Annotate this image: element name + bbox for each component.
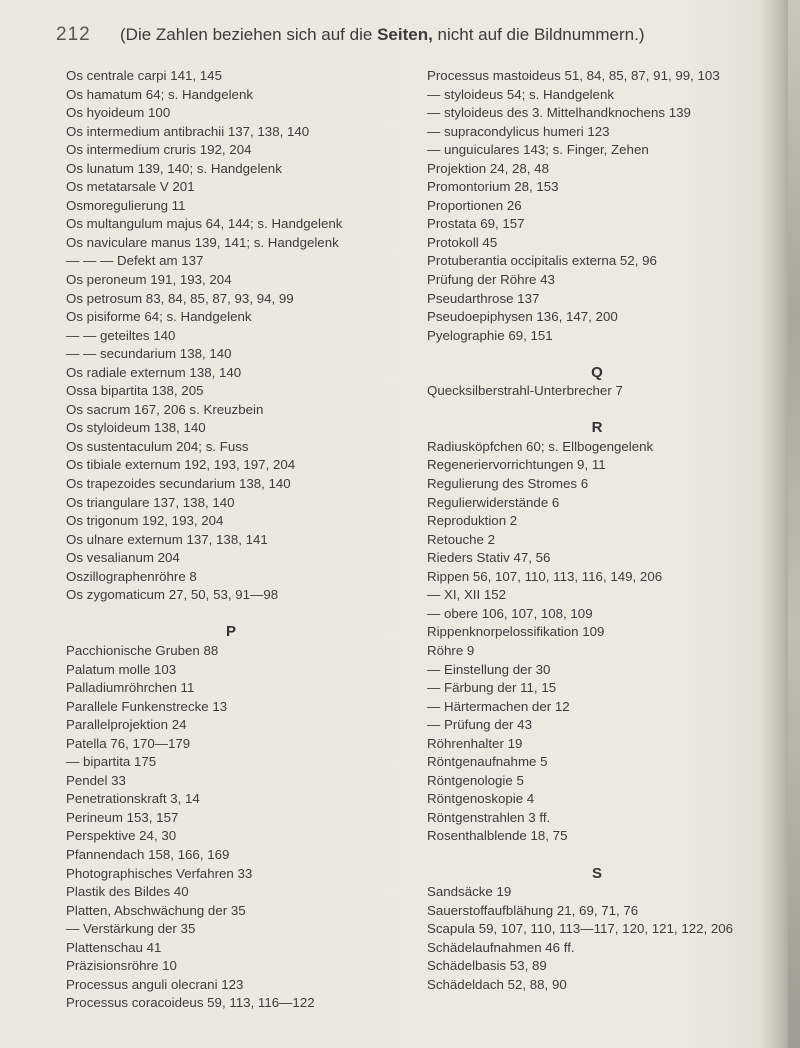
index-entry: Os intermedium cruris 192, 204 — [66, 142, 252, 158]
entries-q — [427, 382, 767, 401]
index-entry: Prüfung der Röhre 43 — [427, 272, 555, 288]
index-entry: Os tibiale externum 192, 193, 197, 204 — [66, 457, 296, 473]
entries-p — [66, 642, 396, 1013]
index-entry: Röntgenoskopie 4 — [427, 791, 535, 807]
index-entry: Penetrationskraft 3, 14 — [66, 791, 200, 807]
index-entry: — styloideus des 3. Mittelhandknochens 139 — [427, 105, 691, 121]
index-entry: Os sustentaculum 204; s. Fuss — [66, 438, 249, 454]
index-entry: Os triangulare 137, 138, 140 — [66, 494, 235, 510]
entries-o — [66, 67, 396, 605]
index-entry: Radiusköpfchen 60; s. Ellbogengelenk — [427, 438, 654, 454]
index-entry: Retouche 2 — [427, 531, 496, 547]
index-entry: Scapula 59, 107, 110, 113—117, 120, 121, 122, 206 — [427, 921, 734, 937]
index-entry: Os multangulum majus 64, 144; s. Handgelenk — [66, 216, 343, 232]
page-number: 212 — [56, 24, 91, 45]
index-entry: Rosenthalblende 18, 75 — [427, 828, 568, 844]
index-entry: Pseudoepiphysen 136, 147, 200 — [427, 309, 618, 325]
index-entry: Prostata 69, 157 — [427, 216, 525, 232]
index-entry: — — geteiltes 140 — [66, 327, 176, 343]
index-entry: — — — Defekt am 137 — [66, 253, 204, 269]
page-header — [56, 20, 736, 50]
index-entry: Plastik des Bildes 40 — [66, 884, 189, 900]
index-entry: Protuberantia occipitalis externa 52, 96 — [427, 253, 657, 269]
index-entry: — unguiculares 143; s. Finger, Zehen — [427, 142, 649, 158]
index-entry: Ossa bipartita 138, 205 — [66, 383, 204, 399]
index-entry: Regulierung des Stromes 6 — [427, 476, 589, 492]
index-entry: Platten, Abschwächung der 35 — [66, 902, 246, 918]
index-entry: Palladiumröhrchen 11 — [66, 680, 195, 696]
index-entry: — styloideus 54; s. Handgelenk — [427, 86, 615, 102]
index-entry: Patella 76, 170—179 — [66, 735, 191, 751]
index-entry: Os vesalianum 204 — [66, 550, 180, 566]
index-entry: Pfannendach 158, 166, 169 — [66, 846, 230, 862]
index-entry: Os pisiforme 64; s. Handgelenk — [66, 309, 252, 325]
index-entry: Os ulnare externum 137, 138, 141 — [66, 531, 268, 547]
index-entry: Parallelprojektion 24 — [66, 717, 187, 733]
header-text-after: nicht auf die Bildnummern.) — [437, 25, 645, 44]
index-entry: Projektion 24, 28, 48 — [427, 160, 549, 176]
index-entry: Röntgenaufnahme 5 — [427, 754, 548, 770]
index-entry: Os centrale carpi 141, 145 — [66, 68, 222, 83]
index-entry: Rippen 56, 107, 110, 113, 116, 149, 206 — [427, 568, 663, 584]
index-entry: Schädeldach 52, 88, 90 — [427, 976, 567, 992]
index-entry: Sauerstoffaufblähung 21, 69, 71, 76 — [427, 902, 639, 918]
index-entry: — Färbung der 11, 15 — [427, 680, 557, 696]
index-entry: Perineum 153, 157 — [66, 809, 179, 825]
index-entry: Processus anguli olecrani 123 — [66, 976, 244, 992]
page-edge-shadow — [788, 0, 800, 1048]
index-column-left — [66, 67, 396, 1013]
index-entry: Osmoregulierung 11 — [66, 197, 186, 213]
index-entry: Schädelaufnahmen 46 ff. — [427, 939, 575, 955]
index-entry: Präzisionsröhre 10 — [66, 958, 177, 974]
index-entry: Schädelbasis 53, 89 — [427, 958, 547, 974]
index-entry: Reproduktion 2 — [427, 513, 518, 529]
section-letter-p: P — [225, 623, 236, 641]
index-entry: — — secundarium 138, 140 — [66, 346, 232, 362]
index-entry: — supracondylicus humeri 123 — [427, 123, 610, 139]
index-entry: — obere 106, 107, 108, 109 — [427, 605, 593, 621]
index-entry: Sandsäcke 19 — [427, 884, 512, 900]
index-entry: Os petrosum 83, 84, 85, 87, 93, 94, 99 — [66, 290, 294, 306]
index-entry: Regeneriervorrichtungen 9, 11 — [427, 457, 606, 473]
index-entry: Os intermedium antibrachii 137, 138, 140 — [66, 123, 310, 139]
index-entry: Parallele Funkenstrecke 13 — [66, 698, 228, 714]
index-entry: Röhre 9 — [427, 642, 475, 658]
entries-r — [427, 438, 767, 846]
index-entry: Röhrenhalter 19 — [427, 735, 523, 751]
index-entry: Röntgenstrahlen 3 ff. — [427, 809, 551, 825]
index-entry: — Härtermachen der 12 — [427, 698, 570, 714]
index-entry: Proportionen 26 — [427, 197, 522, 213]
section-letter-q: Q — [591, 363, 603, 381]
entries-s — [427, 883, 767, 994]
index-entry: Röntgenologie 5 — [427, 772, 524, 788]
index-entry: Palatum molle 103 — [66, 661, 177, 677]
index-entry: Os radiale externum 138, 140 — [66, 364, 242, 380]
index-entry: — Prüfung der 43 — [427, 717, 532, 733]
index-entry: Plattenschau 41 — [66, 939, 162, 955]
index-entry: Os hamatum 64; s. Handgelenk — [66, 86, 253, 102]
header-text-bold: Seiten, — [377, 25, 433, 44]
index-entry: Quecksilberstrahl-Unterbrecher 7 — [427, 383, 623, 399]
index-entry: Oszillographenröhre 8 — [66, 568, 197, 584]
index-entry: Os peroneum 191, 193, 204 — [66, 272, 232, 288]
index-entry: — Einstellung der 30 — [427, 661, 551, 677]
index-entry: Perspektive 24, 30 — [66, 828, 177, 844]
index-entry: Os naviculare manus 139, 141; s. Handgelenk — [66, 234, 339, 250]
index-entry: — bipartita 175 — [66, 754, 157, 770]
index-entry: Photographisches Verfahren 33 — [66, 865, 253, 881]
entries-p-continued — [427, 67, 767, 345]
index-entry: — XI, XII 152 — [427, 587, 507, 603]
index-entry: Os styloideum 138, 140 — [66, 420, 206, 436]
index-entry: Regulierwiderstände 6 — [427, 494, 560, 510]
index-entry: Os zygomaticum 27, 50, 53, 91—98 — [66, 587, 279, 603]
index-entry: Os trapezoides secundarium 138, 140 — [66, 476, 291, 492]
index-entry: Os trigonum 192, 193, 204 — [66, 513, 224, 529]
index-entry: Promontorium 28, 153 — [427, 179, 559, 195]
index-entry: Os metatarsale V 201 — [66, 179, 195, 195]
index-entry: Os hyoideum 100 — [66, 105, 171, 121]
index-entry: Pacchionische Gruben 88 — [66, 642, 219, 658]
index-entry: Rieders Stativ 47, 56 — [427, 550, 551, 566]
index-entry: Processus mastoideus 51, 84, 85, 87, 91, 99, 103 — [427, 68, 720, 83]
section-letter-s: S — [591, 864, 602, 882]
index-entry: Protokoll 45 — [427, 234, 498, 250]
index-column-right — [427, 67, 767, 994]
index-entry: Rippenknorpelossifikation 109 — [427, 624, 605, 640]
index-entry: Pyelographie 69, 151 — [427, 327, 553, 343]
index-entry: Os sacrum 167, 206 s. Kreuzbein — [66, 401, 264, 417]
index-entry: Pendel 33 — [66, 772, 126, 788]
index-entry: Processus coracoideus 59, 113, 116—122 — [66, 995, 315, 1011]
index-entry: Os lunatum 139, 140; s. Handgelenk — [66, 160, 282, 176]
index-entry: — Verstärkung der 35 — [66, 921, 196, 937]
header-text-before: (Die Zahlen beziehen sich auf die — [120, 25, 373, 44]
index-entry: Pseudarthrose 137 — [427, 290, 540, 306]
section-letter-r: R — [591, 419, 603, 437]
